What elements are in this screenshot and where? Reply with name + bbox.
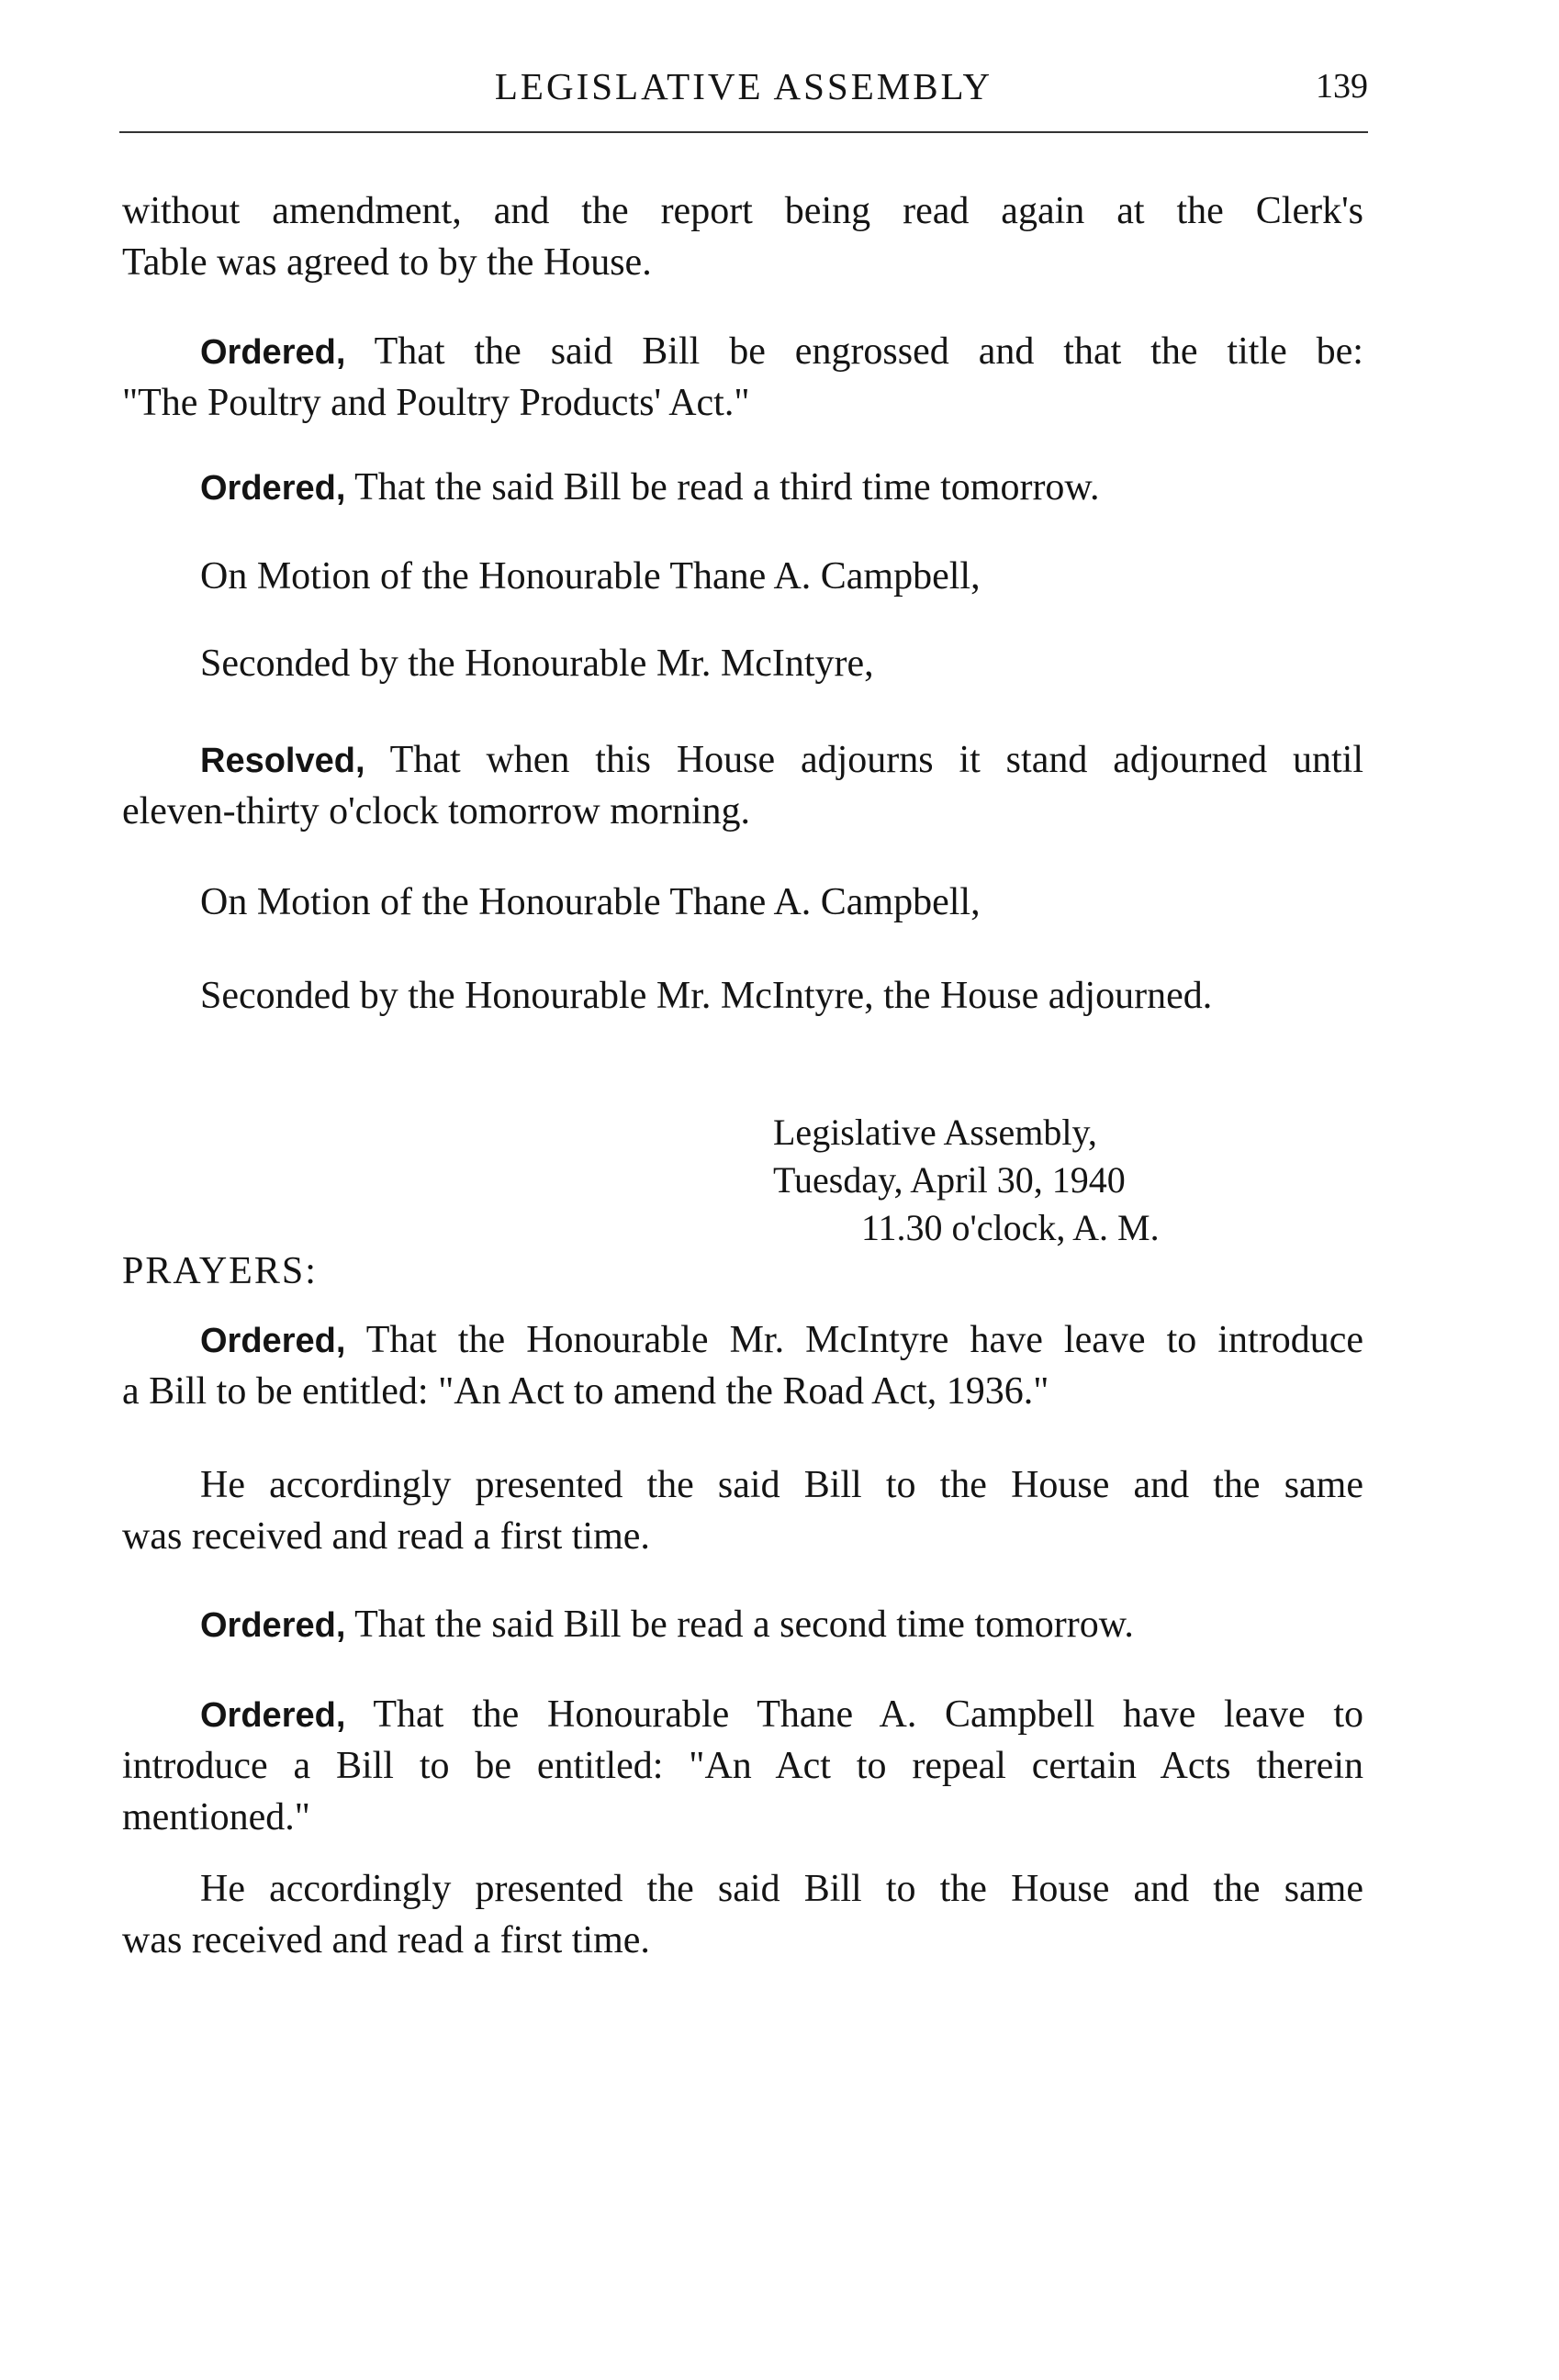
motion-line: On Motion of the Honourable Thane A. Campbell, [200, 881, 981, 923]
ordered-keyword: Ordered, [200, 1322, 346, 1360]
paragraph-line: without amendment, and the report being read again at the Clerk's [122, 190, 1363, 232]
paragraph-line: introduce a Bill to be entitled: "An Act to repeal certain Acts therein [122, 1745, 1363, 1787]
ordered-paragraph-line: Ordered, That the said Bill be read a third time tomorrow. [200, 466, 1100, 508]
paragraph-line: was received and read a first time. [122, 1919, 650, 1961]
seconded-line: Seconded by the Honourable Mr. McIntyre, [200, 642, 874, 685]
resolved-keyword: Resolved, [200, 742, 365, 780]
ordered-keyword: Ordered, [200, 469, 346, 508]
ordered-paragraph-line: Ordered, That the Honourable Thane A. Campbell have leave to [200, 1693, 1363, 1736]
ordered-paragraph-line: Ordered, That the said Bill be engrossed and that the title be: [200, 330, 1363, 373]
paragraph-line: Table was agreed to by the House. [122, 241, 652, 284]
sitting-time: 11.30 o'clock, A. M. [861, 1207, 1160, 1248]
running-title: LEGISLATIVE ASSEMBLY [494, 65, 993, 107]
sitting-date: Tuesday, April 30, 1940 [773, 1159, 1126, 1201]
page-number: 139 [1316, 67, 1368, 106]
header-rule [119, 131, 1368, 133]
paragraph-line: a Bill to be entitled: "An Act to amend the Road Act, 1936." [122, 1370, 1049, 1413]
motion-line: On Motion of the Honourable Thane A. Campbell, [200, 555, 981, 598]
ordered-paragraph-line: Ordered, That the Honourable Mr. McIntyre have leave to introduce [200, 1319, 1363, 1361]
seconded-line: Seconded by the Honourable Mr. McIntyre, the House adjourned. [200, 975, 1213, 1017]
ordered-keyword: Ordered, [200, 1696, 346, 1735]
paragraph-line: He accordingly presented the said Bill to the House and the same [200, 1868, 1363, 1910]
paragraph-line: eleven-thirty o'clock tomorrow morning. [122, 790, 751, 832]
ordered-keyword: Ordered, [200, 333, 346, 372]
sitting-place: Legislative Assembly, [773, 1112, 1097, 1153]
ordered-keyword: Ordered, [200, 1606, 346, 1645]
paragraph-line: mentioned." [122, 1796, 310, 1838]
paragraph-line: was received and read a first time. [122, 1515, 650, 1558]
ordered-paragraph-line: Ordered, That the said Bill be read a second time tomorrow. [200, 1603, 1134, 1646]
prayers-heading: PRAYERS: [122, 1250, 318, 1292]
resolved-paragraph-line: Resolved, That when this House adjourns it stand adjourned until [200, 739, 1363, 781]
paragraph-line: He accordingly presented the said Bill to the House and the same [200, 1464, 1363, 1506]
paragraph-line: "The Poultry and Poultry Products' Act." [122, 382, 750, 424]
page-header [119, 57, 1368, 121]
